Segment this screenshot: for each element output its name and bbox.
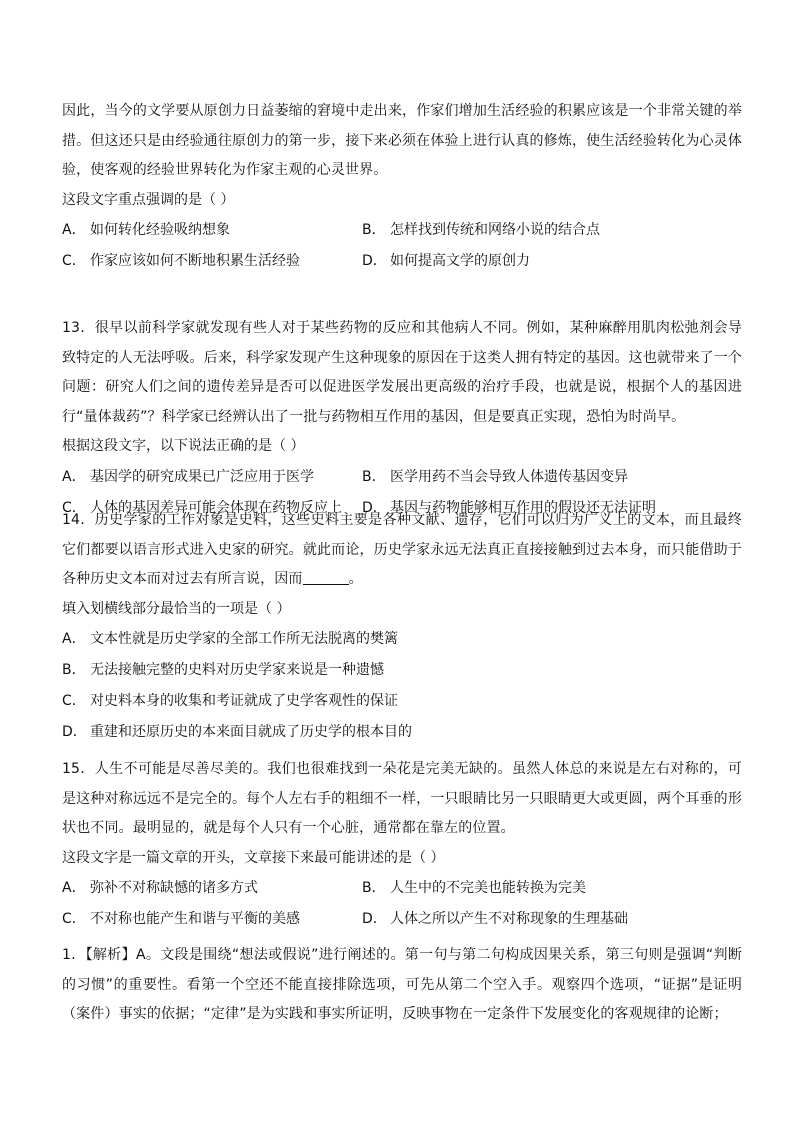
option-c: C． 人体的基因差异可能会体现在药物反应上 xyxy=(62,499,342,516)
option-d: D． 人体之所以产生不对称现象的生理基础 xyxy=(362,911,628,927)
option-c: C． 不对称也能产生和谐与平衡的美感 xyxy=(62,911,300,927)
option-c: C． 对史料本身的收集和考证就成了史学客观性的保证 xyxy=(62,693,398,709)
question-15 xyxy=(62,755,742,935)
analysis-text: 1．【解析】A。文段是围绕“想法或假说”进行阐述的。第一句与第二句构成因果关系，第三句则是强调“判断的习惯”的重要性。看第一个空还不能直接排除选项，可先从第二个空入手。观察四个选项，“证据”是证明（案件）事实的依据；“定律”是为实践和事实所证明，反映事物在一定条件下发展变化的客观规律的论断； xyxy=(62,947,742,1022)
option-a: A． 基因学的研究成果已广泛应用于医学 xyxy=(62,468,314,485)
question-15-options xyxy=(62,873,742,935)
question-12 xyxy=(62,97,742,277)
option-b: B． 医学用药不当会导致人体遗传基因变异 xyxy=(362,468,628,485)
option-b: B． 人生中的不完美也能转换为完美 xyxy=(362,880,586,896)
question-12-passage: 因此，当今的文学要从原创力日益萎缩的窘境中走出来，作家们增加生活经验的积累应该是一个非常关键的举措。但这还只是由经验通往原创力的第一步，接下来必须在体验上进行认真的修炼，使生活经验转化为心灵体验，使客观的经验世界转化为作家主观的心灵世界。 xyxy=(62,103,742,178)
option-d: D． 如何提高文学的原创力 xyxy=(362,253,530,269)
question-13-stem: 根据这段文字，以下说法正确的是（ ） xyxy=(62,438,305,454)
option-d: D． 基因与药物能够相互作用的假设还无法证明 xyxy=(362,499,656,516)
question-15-passage: 15．人生不可能是尽善尽美的。我们也很难找到一朵花是完美无缺的。虽然人体总的来说是左右对称的，可是这种对称远远不是完全的。每个人左右手的粗细不一样，一只眼睛比另一只眼睛更大或更圆，两个耳垂的形状也不同。最明显的，就是每个人只有一个心脏，通常都在靠左的位置。 xyxy=(62,761,742,836)
option-b: B． 怎样找到传统和网络小说的结合点 xyxy=(362,222,600,238)
question-12-options xyxy=(62,215,742,277)
option-a: A． 弥补不对称缺憾的诸多方式 xyxy=(62,880,258,896)
question-12-stem: 这段文字重点强调的是（ ） xyxy=(62,191,235,208)
question-14-options xyxy=(62,624,742,748)
option-a: A． 文本性就是历史学家的全部工作所无法脱离的樊篱 xyxy=(62,631,398,647)
question-14-stem: 填入划横线部分最恰当的一项是（ ） xyxy=(62,600,291,617)
question-14 xyxy=(62,506,742,748)
fill-blank xyxy=(303,570,349,585)
question-13 xyxy=(62,314,742,524)
question-13-passage: 13．很早以前科学家就发现有些人对于某些药物的反应和其他病人不同。例如，某种麻醉用肌肉松弛剂会导致特定的人无法呼吸。后来，科学家发现产生这种现象的原因在于这类人拥有特定的基因。这也就带来了一个问题：研究人们之间的遗传差异是否可以促进医学发展出更高级的治疗手段，也就是说，根据个人的基因进行“量体裁药”？科学家已经辨认出了一批与药物相互作用的基因，但是要真正实现，恐怕为时尚早。 xyxy=(62,320,742,425)
option-c: C． 作家应该如何不断地积累生活经验 xyxy=(62,253,300,269)
answer-analysis xyxy=(62,941,742,1030)
option-d: D． 重建和还原历史的本来面目就成了历史学的根本目的 xyxy=(62,724,412,740)
question-14-passage: 14．历史学家的工作对象是史料，这些史料主要是各种文献、遗存，它们可以归为广义上的文本，而且最终它们都要以语言形式进入史家的研究。就此而论，历史学家永远无法真正直接接触到过去本身，而只能借助于各种历史文本而对过去有所言说，因而 。 xyxy=(62,512,742,587)
question-15-stem: 这段文字是一篇文章的开头，文章接下来最可能讲述的是（ ） xyxy=(62,849,445,866)
option-a: A． 如何转化经验吸纳想象 xyxy=(62,222,230,238)
option-b: B． 无法接触完整的史料对历史学家来说是一种遗憾 xyxy=(62,662,384,678)
